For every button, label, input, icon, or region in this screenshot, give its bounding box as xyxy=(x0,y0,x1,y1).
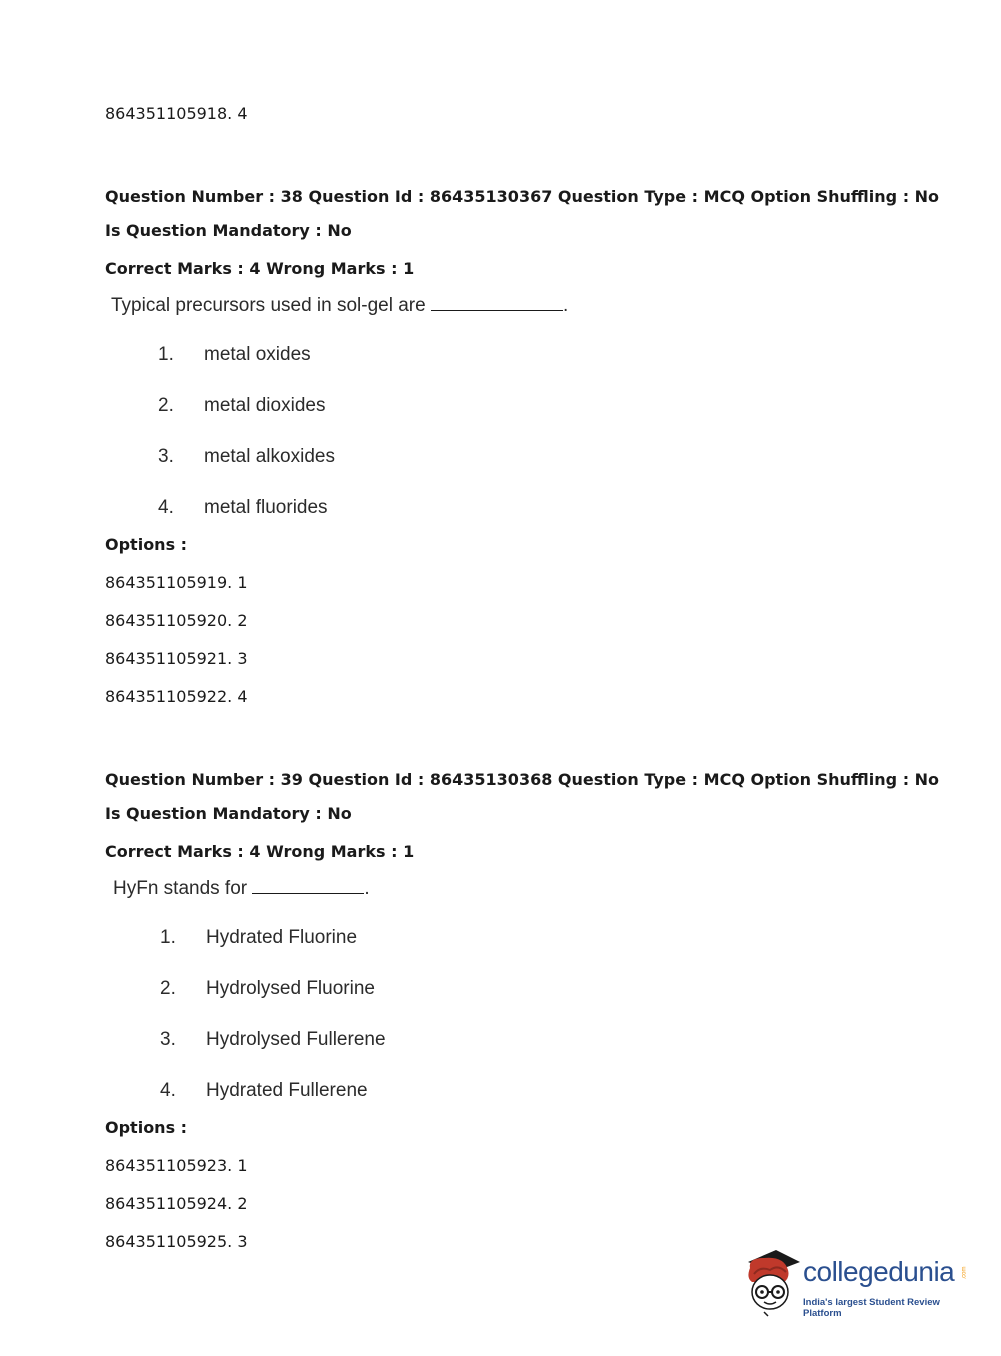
options-label: Options : xyxy=(105,1118,188,1137)
choice-item: 1. Hydrated Fluorine xyxy=(160,927,358,948)
options-label: Options : xyxy=(105,535,188,554)
option-id-line: 864351105925. 3 xyxy=(105,1232,248,1251)
logo-suffix: .com xyxy=(961,1266,968,1280)
question-text-content: Typical precursors used in sol-gel are xyxy=(111,295,426,316)
question-text-period: . xyxy=(562,295,569,316)
option-id-line: 864351105920. 2 xyxy=(105,611,248,630)
question-text-content: HyFn stands for xyxy=(113,878,248,899)
question-header: Question Number : 38 Question Id : 86435130367 Question Type : MCQ Option Shuffling : No xyxy=(105,187,940,206)
option-id-line: 864351105918. 4 xyxy=(105,104,248,123)
answer-blank xyxy=(431,292,563,311)
question-text xyxy=(111,292,568,318)
collegedunia-logo xyxy=(740,1248,970,1318)
question-text xyxy=(113,875,370,901)
answer-blank xyxy=(252,875,364,894)
choice-item: 2. metal dioxides xyxy=(158,395,326,416)
choice-item: 4. metal fluorides xyxy=(158,497,328,518)
question-marks: Correct Marks : 4 Wrong Marks : 1 xyxy=(105,842,415,861)
question-text-period: . xyxy=(364,878,370,899)
option-id-line: 864351105923. 1 xyxy=(105,1156,248,1175)
option-id-line: 864351105919. 1 xyxy=(105,573,248,592)
question-header: Question Number : 39 Question Id : 86435130368 Question Type : MCQ Option Shuffling : No xyxy=(105,770,940,789)
question-marks: Correct Marks : 4 Wrong Marks : 1 xyxy=(105,259,415,278)
option-id-line: 864351105924. 2 xyxy=(105,1194,248,1213)
choice-item: 1. metal oxides xyxy=(158,344,311,365)
logo-wordmark: collegedunia xyxy=(803,1256,955,1287)
logo-tagline: India's largest Student Review Platform xyxy=(803,1297,940,1319)
question-mandatory: Is Question Mandatory : No xyxy=(105,804,352,823)
option-id-line: 864351105922. 4 xyxy=(105,687,248,706)
question-mandatory: Is Question Mandatory : No xyxy=(105,221,352,240)
option-id-line: 864351105921. 3 xyxy=(105,649,248,668)
choice-item: 4. Hydrated Fullerene xyxy=(160,1080,368,1101)
student-mascot-icon xyxy=(740,1248,802,1318)
choice-item: 2. Hydrolysed Fluorine xyxy=(160,978,375,999)
choice-item: 3. metal alkoxides xyxy=(158,446,335,467)
choice-item: 3. Hydrolysed Fullerene xyxy=(160,1029,386,1050)
